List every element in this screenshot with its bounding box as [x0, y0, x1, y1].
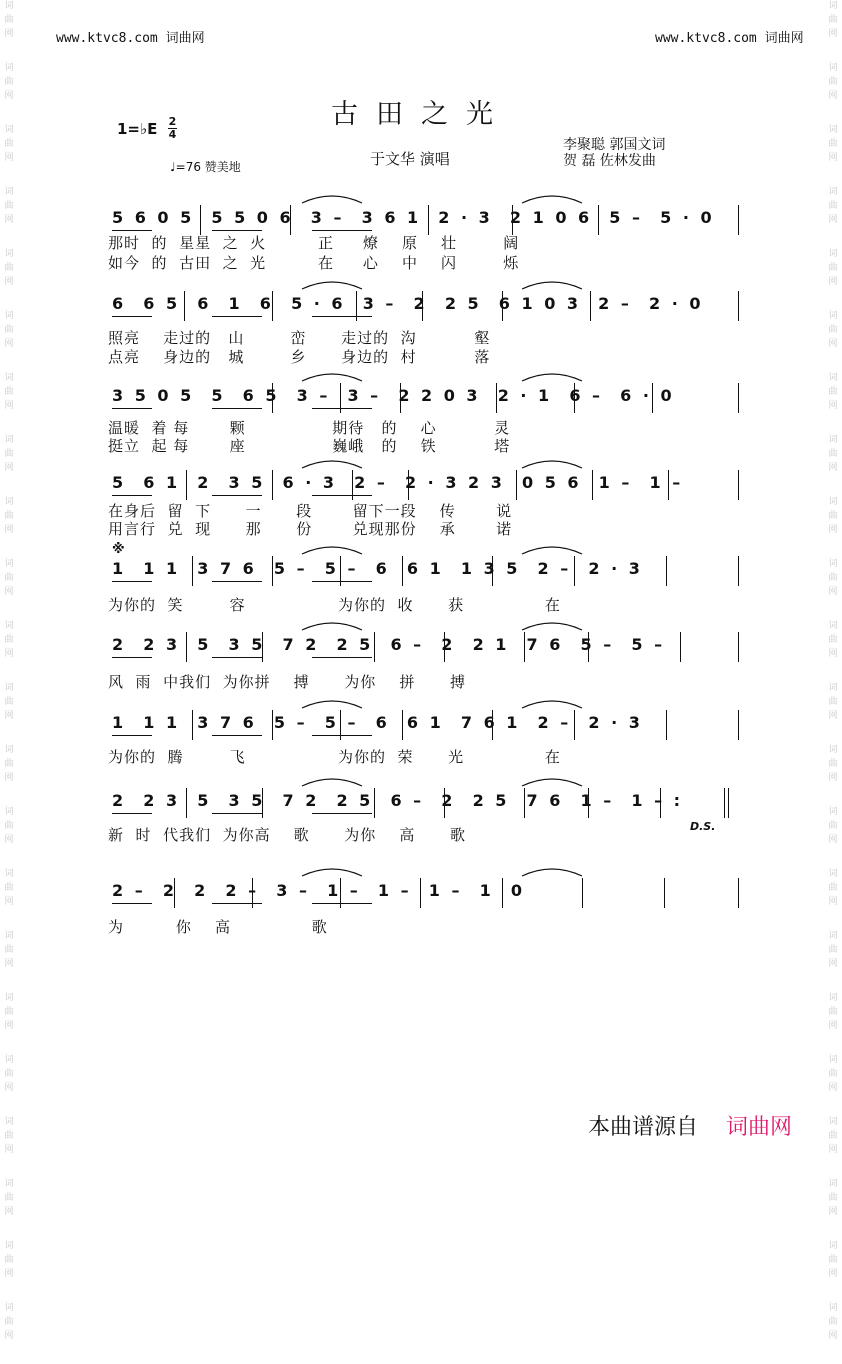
watermark-glyph: 网: [4, 1083, 14, 1093]
watermark-glyph: 词: [828, 125, 838, 135]
watermark-glyph: 词: [4, 745, 14, 755]
watermark-glyph: 曲: [4, 449, 14, 459]
bar-line: [664, 878, 665, 908]
bar-line: [186, 470, 187, 500]
watermark-glyph: 网: [4, 587, 14, 597]
bar-line: [738, 632, 739, 662]
watermark-glyph: 词: [828, 931, 838, 941]
bar-line: [738, 556, 739, 586]
bar-line: [408, 470, 409, 500]
watermark-glyph: 曲: [828, 945, 838, 955]
beam-line: [312, 408, 372, 409]
watermark-glyph: 曲: [4, 1255, 14, 1265]
bar-line: [574, 383, 575, 413]
bar-line: [660, 788, 661, 818]
bar-line: [666, 556, 667, 586]
bar-line: [402, 710, 403, 740]
beam-line: [312, 657, 372, 658]
slur-marks: [112, 367, 742, 383]
bar-line: [374, 788, 375, 818]
watermark-glyph: 词: [4, 559, 14, 569]
watermark-glyph: 网: [4, 401, 14, 411]
bar-line: [374, 632, 375, 662]
watermark-glyph: 词: [828, 63, 838, 73]
watermark-glyph: 曲: [4, 1069, 14, 1079]
watermark-glyph: 网: [4, 525, 14, 535]
watermark-glyph: 网: [4, 29, 14, 39]
watermark-glyph: 网: [4, 277, 14, 287]
slur: [522, 461, 582, 468]
watermark-glyph: 词: [828, 621, 838, 631]
beam-line: [112, 581, 152, 582]
watermark-glyph: 词: [828, 1, 838, 11]
watermark-glyph: 曲: [828, 263, 838, 273]
watermark-glyph: 曲: [4, 759, 14, 769]
bar-line: [738, 710, 739, 740]
bar-line: [598, 205, 599, 235]
bar-line: [738, 383, 739, 413]
site-url-left[interactable]: [56, 27, 205, 46]
watermark-glyph: 网: [828, 959, 838, 969]
watermark-glyph: 词: [4, 1241, 14, 1251]
slur: [302, 282, 362, 289]
lyric-line-1: 为你的 笑 容 为你的 收 获 在: [108, 596, 561, 614]
slur-marks: [112, 616, 742, 632]
watermark-glyph: 曲: [4, 139, 14, 149]
watermark-glyph: 网: [4, 1331, 14, 1341]
lyric-line-1: 为 你 高 歌: [108, 918, 328, 936]
watermark-glyph: 曲: [828, 1131, 838, 1141]
time-sig-bottom: 4: [168, 128, 177, 141]
watermark-glyph: 曲: [828, 1069, 838, 1079]
watermark-glyph: 词: [4, 1, 14, 11]
slur: [522, 869, 582, 876]
site-url-right[interactable]: [655, 27, 804, 46]
watermark-glyph: 词: [828, 807, 838, 817]
watermark-glyph: 曲: [4, 945, 14, 955]
watermark-glyph: 曲: [828, 635, 838, 645]
lyricist-line: 李聚聪 郭国文词: [563, 137, 666, 153]
bar-line: [588, 788, 589, 818]
watermark-glyph: 网: [4, 959, 14, 969]
watermark-column-left: [2, 0, 16, 1364]
bar-line: [420, 878, 421, 908]
watermark-glyph: 网: [828, 463, 838, 473]
bar-line: [262, 632, 263, 662]
watermark-glyph: 词: [4, 249, 14, 259]
bar-line: [738, 291, 739, 321]
watermark-glyph: 网: [828, 835, 838, 845]
bar-line: [262, 788, 263, 818]
bar-line: [724, 788, 725, 818]
composer-line: 贺 磊 佐林发曲: [563, 153, 656, 169]
bar-line: [184, 291, 185, 321]
watermark-glyph: 词: [828, 559, 838, 569]
watermark-glyph: 曲: [828, 1255, 838, 1265]
bar-line: [652, 383, 653, 413]
beam-line: [112, 408, 152, 409]
watermark-glyph: 词: [4, 931, 14, 941]
watermark-glyph: 网: [828, 215, 838, 225]
slur: [302, 869, 362, 876]
watermark-glyph: 曲: [828, 1007, 838, 1017]
lyric-line-1: 风 雨 中我们 为你拼 搏 为你 拼 搏: [108, 673, 466, 691]
watermark-glyph: 网: [828, 1145, 838, 1155]
bar-line: [186, 632, 187, 662]
watermark-glyph: 网: [4, 153, 14, 163]
slur: [522, 623, 582, 630]
watermark-glyph: 网: [4, 1269, 14, 1279]
slur: [522, 547, 582, 554]
watermark-glyph: 曲: [828, 759, 838, 769]
watermark-glyph: 网: [828, 1207, 838, 1217]
watermark-glyph: 词: [4, 1179, 14, 1189]
beam-line: [112, 316, 152, 317]
watermark-glyph: 词: [828, 993, 838, 1003]
watermark-glyph: 网: [828, 773, 838, 783]
watermark-glyph: 词: [4, 993, 14, 1003]
watermark-glyph: 词: [4, 435, 14, 445]
watermark-glyph: 曲: [828, 325, 838, 335]
watermark-glyph: 曲: [4, 15, 14, 25]
bar-line: [428, 205, 429, 235]
watermark-glyph: 网: [828, 1021, 838, 1031]
watermark-glyph: 曲: [828, 77, 838, 87]
notation-line: 5 6 1 2 3 5 6 · 3 2 – 2 · 3 2 3 0 5 6 1 – 1 –: [112, 473, 684, 492]
watermark-glyph: 词: [4, 311, 14, 321]
watermark-glyph: 词: [828, 1303, 838, 1313]
bar-line: [200, 205, 201, 235]
beam-line: [212, 657, 262, 658]
slur: [522, 701, 582, 708]
watermark-glyph: 曲: [828, 139, 838, 149]
watermark-glyph: 曲: [4, 387, 14, 397]
bar-line: [588, 632, 589, 662]
site-name-text: 词曲网: [165, 31, 205, 46]
lyric-line-2: 挺立 起 每 座 巍峨 的 铁 塔: [108, 437, 511, 455]
watermark-glyph: 词: [828, 373, 838, 383]
watermark-glyph: 网: [4, 711, 14, 721]
slur: [302, 779, 362, 786]
notation-line: 6 6 5 6 1 6 5 · 6 3 – 2 2 5 6 1 0 3 2 – 2 · 0: [112, 294, 704, 313]
bar-line: [590, 291, 591, 321]
bar-line: [192, 710, 193, 740]
bar-line: [738, 878, 739, 908]
watermark-glyph: 网: [828, 1269, 838, 1279]
watermark-glyph: 曲: [828, 821, 838, 831]
bar-line: [496, 383, 497, 413]
slur: [522, 374, 582, 381]
slur: [302, 547, 362, 554]
bar-line: [186, 788, 187, 818]
bar-line: [192, 556, 193, 586]
slur-marks: [112, 772, 742, 788]
notation-line: 1 1 1 3 7 6 5 – 5 – 6 6 1 7 6 1 2 – 2 · 3: [112, 713, 643, 732]
watermark-glyph: 网: [828, 525, 838, 535]
lyric-line-1: 新 时 代我们 为你高 歌 为你 高 歌: [108, 826, 466, 844]
watermark-glyph: 词: [828, 249, 838, 259]
beam-line: [112, 495, 152, 496]
watermark-glyph: 曲: [828, 201, 838, 211]
beam-line: [212, 581, 262, 582]
watermark-glyph: 网: [4, 835, 14, 845]
beam-line: [312, 903, 372, 904]
beam-line: [312, 581, 372, 582]
singer-credit: 于文华 演唱: [370, 150, 450, 168]
slur-marks: [112, 540, 742, 556]
watermark-glyph: 曲: [4, 1131, 14, 1141]
bar-line: [592, 470, 593, 500]
slur-marks: [112, 694, 742, 710]
notation-line: 5 6 0 5 5 5 0 6 3 – 3 6 1 2 · 3 2 1 0 6 5 – 5 · 0: [112, 208, 715, 227]
watermark-glyph: 词: [4, 621, 14, 631]
watermark-glyph: 词: [4, 373, 14, 383]
watermark-glyph: 词: [4, 63, 14, 73]
lyric-line-1: 为你的 腾 飞 为你的 荣 光 在: [108, 748, 561, 766]
watermark-glyph: 词: [4, 1303, 14, 1313]
slur: [302, 374, 362, 381]
beam-line: [312, 735, 372, 736]
watermark-glyph: 曲: [4, 883, 14, 893]
watermark-glyph: 曲: [828, 697, 838, 707]
bar-line: [524, 632, 525, 662]
watermark-glyph: 曲: [828, 1317, 838, 1327]
watermark-glyph: 曲: [4, 77, 14, 87]
dal-segno-mark: D.S.: [690, 820, 716, 833]
bar-line: [492, 556, 493, 586]
watermark-glyph: 曲: [4, 635, 14, 645]
beam-line: [212, 230, 262, 231]
watermark-glyph: 网: [828, 1083, 838, 1093]
composer-credits: [563, 137, 665, 169]
site-url-text: www.ktvc8.com: [56, 31, 158, 46]
watermark-glyph: 曲: [828, 1193, 838, 1203]
watermark-glyph: 曲: [4, 697, 14, 707]
watermark-glyph: 词: [828, 745, 838, 755]
bar-line: [290, 205, 291, 235]
song-title: 古田之光: [331, 99, 511, 130]
beam-line: [312, 813, 372, 814]
watermark-glyph: 曲: [4, 821, 14, 831]
notation-line: 2 2 3 5 3 5 7 2 2 5 6 – 2 2 1 7 6 5 – 5 –: [112, 635, 666, 654]
watermark-glyph: 网: [4, 773, 14, 783]
watermark-glyph: 网: [828, 153, 838, 163]
bar-line: [502, 878, 503, 908]
watermark-glyph: 曲: [828, 15, 838, 25]
beam-line: [112, 230, 152, 231]
bar-line: [444, 788, 445, 818]
bar-line: [444, 632, 445, 662]
beam-line: [212, 903, 262, 904]
watermark-glyph: 词: [828, 869, 838, 879]
watermark-glyph: 曲: [4, 1193, 14, 1203]
bar-line: [174, 878, 175, 908]
watermark-glyph: 曲: [828, 573, 838, 583]
site-url-text: www.ktvc8.com: [655, 31, 757, 46]
bar-line: [422, 291, 423, 321]
bar-line: [272, 383, 273, 413]
watermark-glyph: 词: [828, 683, 838, 693]
watermark-glyph: 曲: [828, 449, 838, 459]
watermark-glyph: 网: [828, 29, 838, 39]
slur-marks: [112, 275, 742, 291]
watermark-glyph: 曲: [4, 511, 14, 521]
bar-line: [272, 710, 273, 740]
slur-marks: [112, 189, 742, 205]
beam-line: [212, 495, 262, 496]
bar-line: [524, 788, 525, 818]
lyric-line-2: 点亮 身边的 城 乡 身边的 村 落: [108, 348, 491, 366]
bar-line: [402, 556, 403, 586]
bar-line: [668, 470, 669, 500]
tempo-marking: ♩=76 赞美地: [170, 160, 241, 174]
bar-line: [574, 710, 575, 740]
watermark-glyph: 曲: [828, 883, 838, 893]
watermark-glyph: 网: [4, 339, 14, 349]
source-label: 本曲谱源自: [588, 1115, 699, 1140]
slur-marks: [112, 454, 742, 470]
bar-line: [582, 878, 583, 908]
watermark-glyph: 网: [828, 649, 838, 659]
watermark-glyph: 网: [828, 587, 838, 597]
slur: [302, 461, 362, 468]
watermark-glyph: 网: [828, 339, 838, 349]
beam-line: [212, 316, 262, 317]
lyric-line-2: 如今 的 古田 之 光 在 心 中 闪 烁: [108, 254, 520, 272]
notation-line: 2 – 2 2 2 – 3 – 1 – 1 – 1 – 1 0: [112, 881, 526, 900]
slur-marks: [112, 862, 742, 878]
beam-line: [112, 903, 152, 904]
watermark-glyph: 词: [4, 1055, 14, 1065]
beam-line: [112, 813, 152, 814]
site-name-text: 词曲网: [764, 31, 804, 46]
beam-line: [312, 495, 372, 496]
watermark-glyph: 曲: [828, 387, 838, 397]
beam-line: [112, 657, 152, 658]
lyric-line-1: 温暖 着 每 颗 期待 的 心 灵: [108, 419, 511, 437]
watermark-glyph: 网: [4, 649, 14, 659]
watermark-glyph: 词: [4, 869, 14, 879]
notation-line: 1 1 1 3 7 6 5 – 5 – 6 6 1 1 3 5 2 – 2 · 3: [112, 559, 643, 578]
watermark-glyph: 网: [4, 1021, 14, 1031]
watermark-glyph: 词: [4, 1117, 14, 1127]
watermark-glyph: 词: [4, 683, 14, 693]
bar-line: [738, 470, 739, 500]
beam-line: [112, 735, 152, 736]
bar-line: [502, 291, 503, 321]
watermark-glyph: 词: [4, 807, 14, 817]
watermark-glyph: 网: [828, 277, 838, 287]
notation-line: 3 5 0 5 5 6 5 3 – 3 – 2 2 0 3 2 · 1 6 – 6 · 0: [112, 386, 675, 405]
watermark-glyph: 词: [4, 187, 14, 197]
watermark-glyph: 网: [828, 897, 838, 907]
watermark-glyph: 词: [4, 125, 14, 135]
bar-line: [680, 632, 681, 662]
time-signature: [168, 116, 177, 141]
bar-line: [272, 291, 273, 321]
watermark-glyph: 网: [4, 91, 14, 101]
lyric-line-1: 在身后 留 下 一 段 留下一段 传 说: [108, 502, 513, 520]
watermark-glyph: 网: [4, 1145, 14, 1155]
beam-line: [212, 408, 262, 409]
watermark-glyph: 词: [828, 435, 838, 445]
watermark-glyph: 网: [4, 1207, 14, 1217]
watermark-glyph: 词: [828, 1241, 838, 1251]
slur: [522, 282, 582, 289]
watermark-glyph: 曲: [4, 573, 14, 583]
bar-line: [738, 205, 739, 235]
bar-line: [512, 205, 513, 235]
watermark-glyph: 网: [828, 401, 838, 411]
watermark-glyph: 曲: [4, 325, 14, 335]
watermark-column-right: [826, 0, 840, 1364]
beam-line: [312, 316, 372, 317]
slur: [302, 196, 362, 203]
beam-line: [312, 230, 372, 231]
beam-line: [212, 735, 262, 736]
bar-line: [516, 470, 517, 500]
watermark-glyph: 曲: [4, 263, 14, 273]
slur: [302, 701, 362, 708]
key-signature: 1=♭E: [117, 120, 158, 138]
watermark-glyph: 词: [828, 497, 838, 507]
source-brand-link[interactable]: 词曲网: [726, 1115, 793, 1140]
watermark-glyph: 网: [828, 91, 838, 101]
watermark-glyph: 网: [4, 463, 14, 473]
watermark-glyph: 曲: [4, 1317, 14, 1327]
slur: [302, 623, 362, 630]
slur: [522, 779, 582, 786]
bar-line: [574, 556, 575, 586]
watermark-glyph: 词: [828, 187, 838, 197]
bar-line: [400, 383, 401, 413]
watermark-glyph: 词: [828, 311, 838, 321]
notation-line: 2 2 3 5 3 5 7 2 2 5 6 – 2 2 5 7 6 1 – 1 – :: [112, 791, 684, 810]
lyric-line-2: 用言行 兑 现 那 份 兑现那份 承 诺: [108, 520, 513, 538]
watermark-glyph: 曲: [828, 511, 838, 521]
watermark-glyph: 网: [828, 1331, 838, 1341]
bar-line: [272, 470, 273, 500]
watermark-glyph: 词: [4, 497, 14, 507]
bar-line: [666, 710, 667, 740]
watermark-glyph: 曲: [4, 1007, 14, 1017]
beam-line: [212, 813, 262, 814]
watermark-glyph: 网: [828, 711, 838, 721]
slur: [522, 196, 582, 203]
lyric-line-1: 那时 的 星星 之 火 正 燎 原 壮 阔: [108, 234, 520, 252]
bar-line: [272, 556, 273, 586]
bar-line: [728, 788, 729, 818]
watermark-glyph: 曲: [4, 201, 14, 211]
watermark-glyph: 网: [4, 897, 14, 907]
bar-line: [492, 710, 493, 740]
watermark-glyph: 词: [828, 1117, 838, 1127]
watermark-glyph: 网: [4, 215, 14, 225]
watermark-glyph: 词: [828, 1055, 838, 1065]
watermark-glyph: 词: [828, 1179, 838, 1189]
time-sig-top: 2: [168, 115, 177, 128]
segno-mark: ※: [112, 542, 125, 557]
lyric-line-1: 照亮 走过的 山 峦 走过的 沟 壑: [108, 329, 491, 347]
